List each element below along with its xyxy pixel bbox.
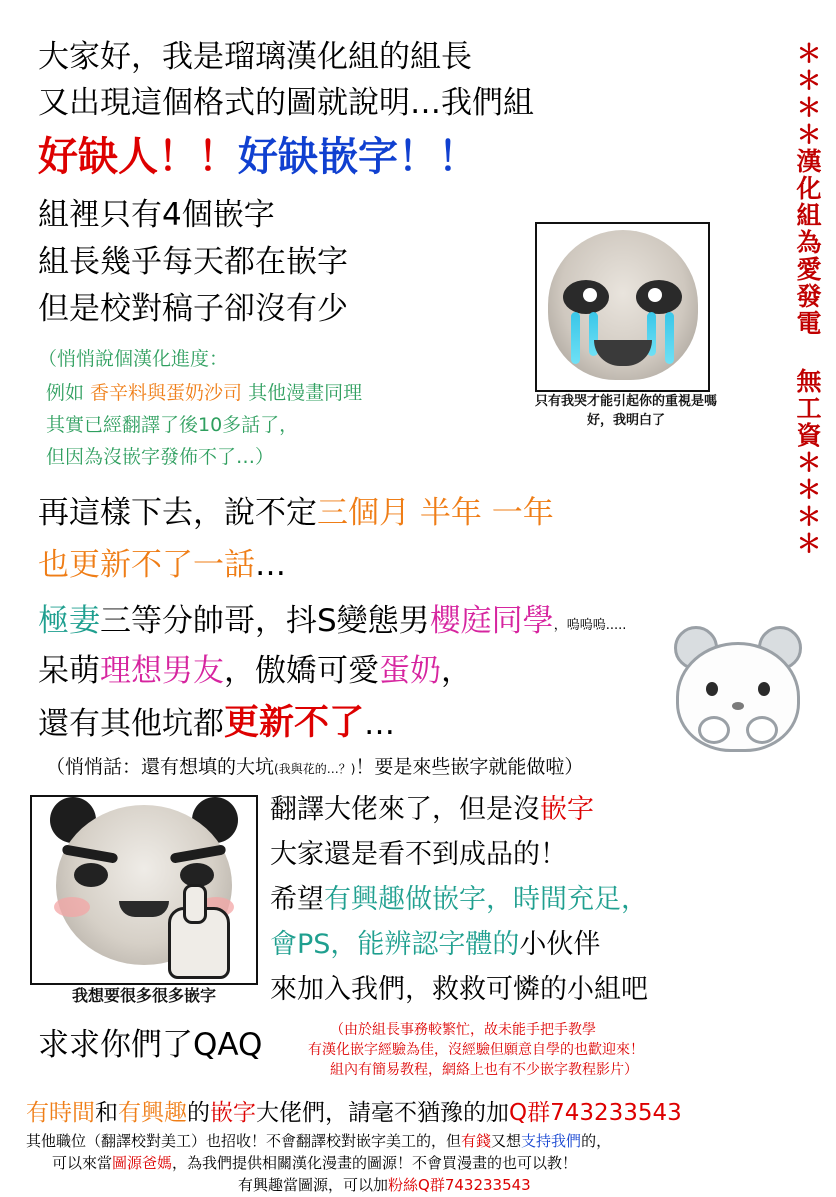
appeal-1-red: 嵌字 xyxy=(540,794,594,825)
recruit-line-3 xyxy=(52,1152,577,1173)
headline-red: 好缺人！！ xyxy=(38,134,238,180)
progress-note-line-4: 但因為沒嵌字發佈不了…） xyxy=(46,446,275,468)
title-ideal-bf: 理想男友 xyxy=(100,653,224,689)
recruit-2-support: 支持我們 xyxy=(521,1132,582,1150)
status-line-2: 組長幾乎每天都在嵌字 xyxy=(38,244,348,280)
panda-crying-meme xyxy=(535,222,717,432)
recruit-4-pre: 有興趣當圖源，可以加 xyxy=(238,1176,389,1194)
progress-note-line-2 xyxy=(46,382,362,404)
title-row2-mid: ，傲嬌可愛 xyxy=(224,653,379,689)
warning-1-pre: 再這樣下去，說不定 xyxy=(38,495,317,531)
appeal-4-post: 小伙伴 xyxy=(519,929,601,960)
panda-crying-caption-1: 只有我哭才能引起你的重視是嗎 xyxy=(535,392,717,413)
title-row3-pre: 還有其他坑都 xyxy=(38,706,224,742)
hamster-eye-left xyxy=(706,682,718,696)
warning-line-2 xyxy=(38,548,286,582)
whisper-pre: （悄悄話：還有想填的大坑 xyxy=(46,756,275,778)
appeal-4-green: 會PS，能辨認字體的 xyxy=(270,929,520,960)
warning-2-post: … xyxy=(255,547,286,583)
note-line-1: （由於組長事務較繁忙，故未能手把手教學 xyxy=(330,1022,596,1038)
hamster-body xyxy=(676,642,800,752)
title-row1-sob: ，嗚嗚嗚..... xyxy=(553,618,627,633)
title-row3-post: … xyxy=(364,706,396,742)
hamster-eye-right xyxy=(758,682,770,696)
intro-line-2: 又出現這個格式的圖就說明…我們組 xyxy=(38,85,534,121)
plea-text: 求求你們了QAQ xyxy=(38,1027,263,1063)
progress-note-2-pre: 例如 xyxy=(46,382,91,404)
recruit-3-source: 圖源爸媽 xyxy=(112,1154,173,1172)
recruit-typeset: 嵌字 xyxy=(210,1100,256,1126)
recruit-1-mid: 大佬們，請毫不猶豫的加 xyxy=(256,1100,509,1126)
appeal-line-3 xyxy=(270,885,648,915)
recruit-4-fan-group: 粉絲Q群743233543 xyxy=(388,1176,531,1194)
tear-icon xyxy=(571,312,580,364)
recruit-2-mid: 又想 xyxy=(491,1132,522,1150)
vertical-side-text: ＊＊＊＊漢化組為愛發電 無工資＊＊＊＊ xyxy=(793,40,822,557)
recruit-2-pre: 其他職位（翻譯校對美工）也招收！不會翻譯校對嵌字美工的，但 xyxy=(26,1132,462,1150)
pointing-finger-icon xyxy=(183,884,207,924)
panda2-eye-left xyxy=(74,863,108,887)
tear-icon xyxy=(665,312,674,364)
recruit-interest: 有興趣 xyxy=(118,1100,187,1126)
intro-line-1: 大家好，我是瑠璃漢化組的組長 xyxy=(38,39,472,75)
pointing-hand-icon xyxy=(168,907,230,979)
whisper-line xyxy=(46,756,583,778)
recruit-2-end: 的， xyxy=(581,1132,612,1150)
recruit-time: 有時間 xyxy=(26,1100,95,1126)
appeal-3-green: 有興趣做嵌字，時間充足， xyxy=(324,884,648,915)
warning-2-highlight: 也更新不了一話 xyxy=(38,547,255,583)
progress-note-2-title: 香辛料與蛋奶沙司 xyxy=(90,382,243,404)
status-line-1: 組裡只有4個嵌字 xyxy=(38,197,275,233)
appeal-line-4 xyxy=(270,930,600,960)
status-line-3: 但是校對稿子卻沒有少 xyxy=(38,291,348,327)
title-row2-pre: 呆萌 xyxy=(38,653,100,689)
hamster-paw-right xyxy=(746,716,778,744)
recruit-line-1 xyxy=(26,1094,682,1127)
progress-note-line-1: （悄悄說個漢化進度： xyxy=(38,348,229,370)
panda-pointing-image xyxy=(30,795,258,985)
title-sakuraba: 櫻庭同學 xyxy=(429,603,554,639)
appeal-3-pre: 希望 xyxy=(270,884,324,915)
titles-row-1 xyxy=(38,604,626,643)
panda-pupil-right xyxy=(648,288,662,302)
headline-blue: 好缺嵌字！！ xyxy=(238,134,478,180)
note-line-2: 有漢化嵌字經驗為佳，沒經驗但願意自學的也歡迎來！ xyxy=(308,1042,644,1058)
recruit-2-money: 有錢 xyxy=(461,1132,492,1150)
appeal-line-1 xyxy=(270,795,594,825)
warning-1-highlight: 三個月 半年 一年 xyxy=(317,495,554,531)
recruit-and: 和 xyxy=(95,1100,118,1126)
recruit-de: 的 xyxy=(187,1100,210,1126)
appeal-1-pre: 翻譯大佬來了，但是沒 xyxy=(270,794,540,825)
recruit-qq-group: Q群743233543 xyxy=(509,1100,682,1126)
progress-note-line-3: 其實已經翻譯了後10多話了， xyxy=(46,414,299,436)
panda2-cheek-left xyxy=(54,897,90,917)
hamster-paw-left xyxy=(698,716,730,744)
title-row1-mid: 三等分帥哥，抖S變態男 xyxy=(100,603,430,639)
appeal-line-5: 來加入我們，救救可憐的小組吧 xyxy=(270,974,648,1005)
recruit-3-post: ，為我們提供相關漢化漫畫的圖源！不會買漫畫的也可以教！ xyxy=(172,1154,578,1172)
recruit-line-4 xyxy=(238,1174,531,1195)
recruit-3-pre: 可以來當 xyxy=(52,1154,113,1172)
hamster-illustration xyxy=(668,620,808,760)
title-row3-highlight: 更新不了 xyxy=(224,703,365,743)
panda-pointing-meme xyxy=(30,795,258,1008)
titles-row-3 xyxy=(38,703,396,743)
panda-pointing-caption: 我想要很多很多嵌字 xyxy=(30,985,258,1008)
titles-row-2 xyxy=(38,654,472,688)
progress-note-2-post: 其他漫畫同理 xyxy=(242,382,363,404)
note-line-3: 組內有簡易教程，網絡上也有不少嵌字教程影片） xyxy=(330,1062,638,1078)
recruit-line-2 xyxy=(26,1130,611,1151)
appeal-line-2: 大家還是看不到成品的！ xyxy=(270,839,567,870)
warning-line-1 xyxy=(38,496,554,530)
title-custard: 蛋奶 xyxy=(379,653,441,689)
title-jiqi: 極妻 xyxy=(38,603,100,639)
whisper-small: (我與花的…？) xyxy=(274,762,356,776)
title-row2-end: ， xyxy=(441,653,472,689)
panda-crying-caption-2: 好，我明白了 xyxy=(535,413,717,432)
panda-crying-image xyxy=(535,222,710,392)
hamster-nose xyxy=(732,702,744,710)
headline xyxy=(38,136,478,178)
panda-pupil-left xyxy=(583,288,597,302)
whisper-post: ！要是來些嵌字就能做啦） xyxy=(355,756,584,778)
